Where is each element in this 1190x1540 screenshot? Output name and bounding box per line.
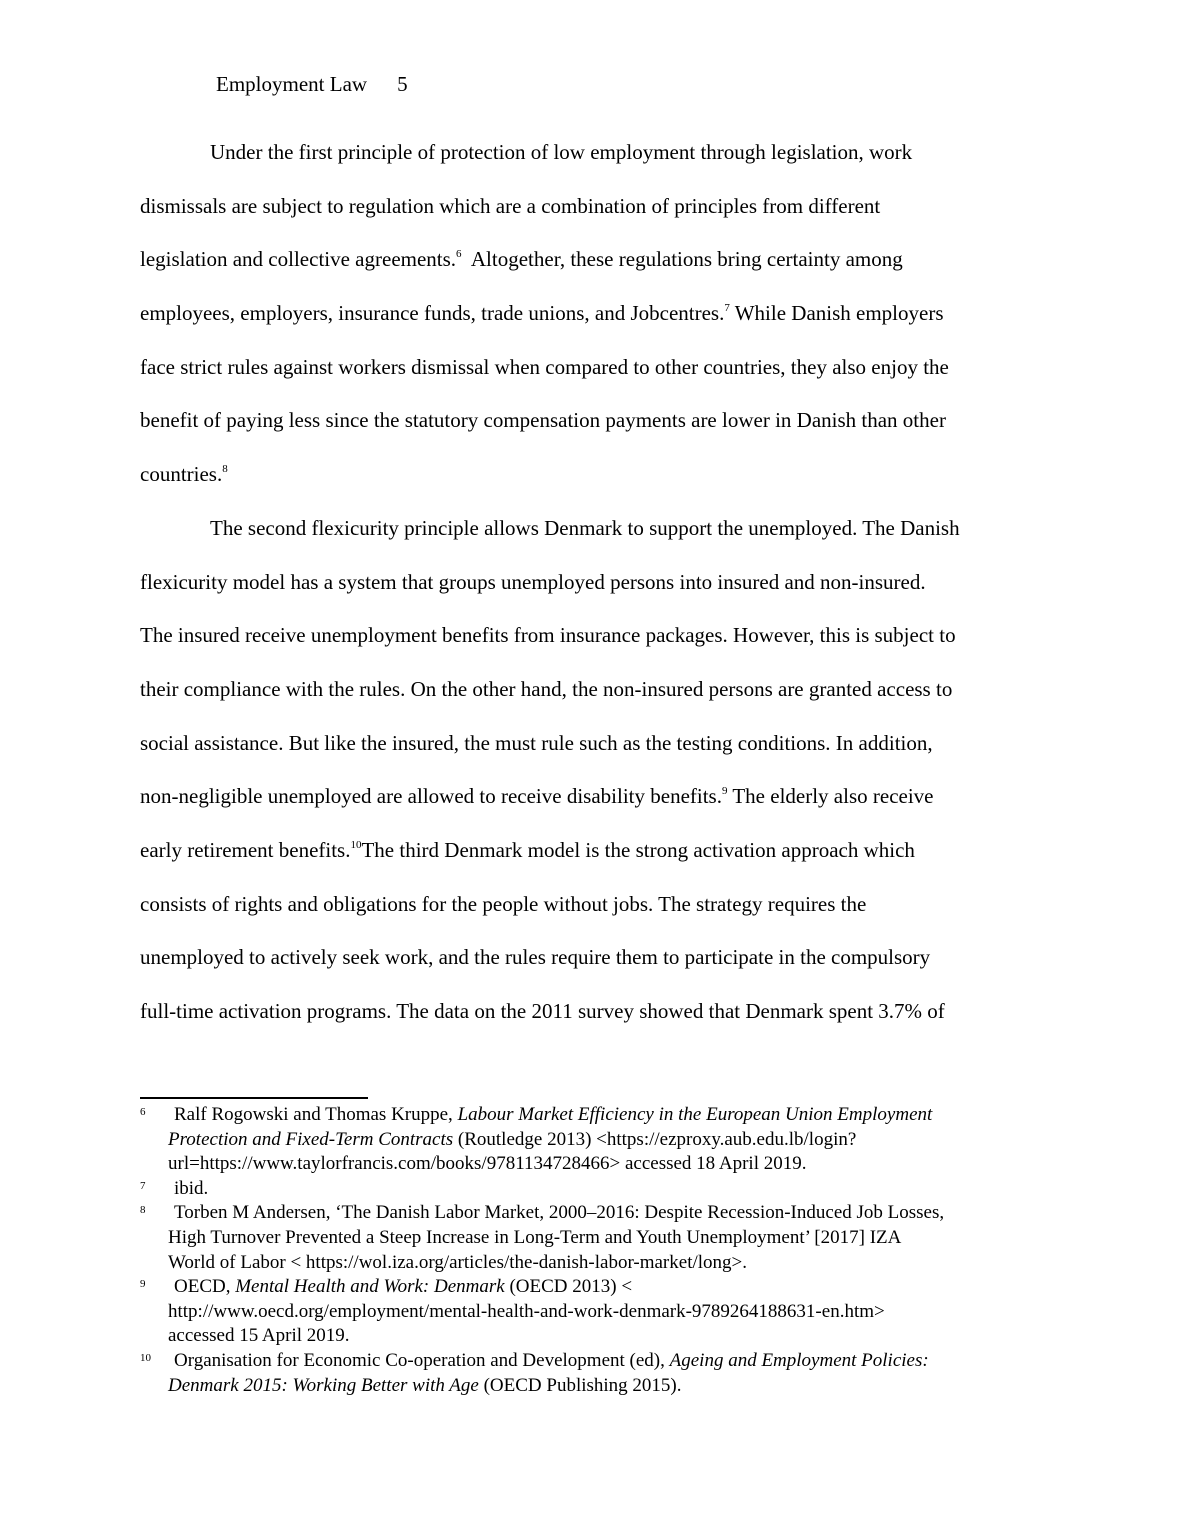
text-line bbox=[140, 448, 1055, 502]
text-line: full-time activation programs. The data on the 2011 survey showed that Denmark spent 3.7% of bbox=[140, 999, 945, 1023]
text-line: face strict rules against workers dismissal when compared to other countries, they also enjoy the bbox=[140, 354, 949, 379]
footnote-line: Torben M Andersen, ‘The Danish Labor Market, 2000–2016: Despite Recession-Induced Job Losses, bbox=[174, 1202, 945, 1224]
footnote-line bbox=[174, 1349, 1060, 1374]
footnote-line bbox=[174, 1103, 1060, 1128]
text-run: employees, employers, insurance funds, trade unions, and Jobcentres. bbox=[140, 301, 725, 326]
footnote-line bbox=[168, 1374, 1060, 1399]
footnote-title: Protection and Fixed-Term Contracts bbox=[168, 1128, 454, 1150]
footnote-line bbox=[168, 1128, 1060, 1153]
footnote-number: 8 bbox=[140, 1204, 146, 1217]
text-line: social assistance. But like the insured, the must rule such as the testing conditions. In addition, bbox=[140, 730, 933, 755]
footnote-ref[interactable]: 9 bbox=[721, 785, 728, 798]
footnote-separator bbox=[140, 1097, 368, 1099]
footnote bbox=[140, 1275, 1060, 1349]
header-title: Employment Law bbox=[216, 72, 368, 96]
text-line: The second flexicurity principle allows Denmark to support the unemployed. The Danish bbox=[210, 515, 960, 540]
paragraph-1 bbox=[140, 126, 1055, 502]
text-line: Under the first principle of protection of low employment through legislation, work bbox=[210, 140, 913, 164]
footnote-number: 10 bbox=[140, 1351, 151, 1364]
footnote-title: Mental Health and Work: Denmark bbox=[235, 1276, 505, 1298]
text-line: their compliance with the rules. On the other hand, the non-insured persons are granted access to bbox=[140, 676, 953, 701]
text-line bbox=[140, 770, 1055, 824]
footnote-title: Labour Market Efficiency in the European Union Employment bbox=[457, 1104, 933, 1125]
footnote-line bbox=[174, 1275, 1060, 1300]
footnote-title: Ageing and Employment Policies: bbox=[669, 1349, 929, 1371]
text-line: dismissals are subject to regulation which are a combination of principles from different bbox=[140, 193, 881, 218]
text-line: flexicurity model has a system that groups unemployed persons into insured and non-insured. bbox=[140, 569, 926, 594]
text-run: The elderly also receive bbox=[727, 784, 934, 809]
text-run: (OECD Publishing 2015). bbox=[478, 1374, 682, 1396]
footnote-link[interactable]: url=https://www.taylorfrancis.com/books/9781134728466> accessed 18 April 2019. bbox=[168, 1153, 807, 1175]
text-line: The insured receive unemployment benefits from insurance packages. However, this is subject to bbox=[140, 623, 956, 648]
text-run: Ralf Rogowski and Thomas Kruppe, bbox=[174, 1104, 458, 1125]
body-text bbox=[140, 126, 1055, 1039]
footnote-ref[interactable]: 7 bbox=[724, 302, 730, 315]
footnote bbox=[140, 1201, 1060, 1275]
text-line: unemployed to actively seek work, and the rules require them to participate in the compulsory bbox=[140, 945, 931, 970]
text-run: non-negligible unemployed are allowed to receive disability benefits. bbox=[140, 784, 722, 809]
footnote-line: High Turnover Prevented a Steep Increase in Long-Term and Youth Unemployment’ [2017] IZA bbox=[168, 1226, 902, 1248]
footnote bbox=[140, 1177, 1060, 1202]
footnote-ref[interactable]: 8 bbox=[222, 463, 228, 476]
footnote-ref[interactable]: 10 bbox=[350, 838, 362, 851]
footnote-line: ibid. bbox=[174, 1177, 209, 1199]
text-run: early retirement benefits. bbox=[140, 837, 351, 862]
running-header bbox=[216, 70, 408, 98]
paragraph-2 bbox=[140, 502, 1055, 1039]
text-line: consists of rights and obligations for the people without jobs. The strategy requires the bbox=[140, 891, 867, 916]
footnotes bbox=[140, 1103, 1060, 1398]
footnote-title: Denmark 2015: Working Better with Age bbox=[168, 1374, 479, 1396]
footnote-line: accessed 15 April 2019. bbox=[168, 1325, 350, 1347]
footnote-number: 9 bbox=[140, 1278, 146, 1291]
text-line bbox=[140, 824, 1055, 878]
text-run: (OECD 2013) < bbox=[504, 1276, 633, 1298]
text-run: While Danish employers bbox=[729, 301, 944, 326]
text-line bbox=[140, 287, 1055, 341]
footnote bbox=[140, 1349, 1060, 1398]
text-run: countries. bbox=[140, 462, 223, 487]
footnote-number: 6 bbox=[140, 1106, 146, 1118]
text-run: legislation and collective agreements. bbox=[140, 247, 457, 272]
text-run: Organisation for Economic Co-operation and Development (ed), bbox=[174, 1349, 670, 1371]
footnote-ref[interactable]: 6 bbox=[456, 248, 462, 261]
text-line bbox=[140, 233, 1055, 287]
footnote-number: 7 bbox=[140, 1179, 146, 1192]
text-run: OECD, bbox=[174, 1276, 236, 1298]
footnote bbox=[140, 1103, 1060, 1177]
footnote-link[interactable]: http://www.oecd.org/employment/mental-health-and-work-denmark-9789264188631-en.htm> bbox=[168, 1300, 885, 1322]
text-line: benefit of paying less since the statutory compensation payments are lower in Danish than other bbox=[140, 408, 946, 433]
page-number: 5 bbox=[397, 72, 408, 96]
text-run: (Routledge 2013) <https://ezproxy.aub.edu.lb/login? bbox=[453, 1128, 857, 1150]
text-run: The third Denmark model is the strong activation approach which bbox=[361, 837, 915, 862]
footnote-link[interactable]: World of Labor < https://wol.iza.org/articles/the-danish-labor-market/long>. bbox=[168, 1251, 747, 1273]
text-run: Altogether, these regulations bring certainty among bbox=[461, 247, 903, 272]
